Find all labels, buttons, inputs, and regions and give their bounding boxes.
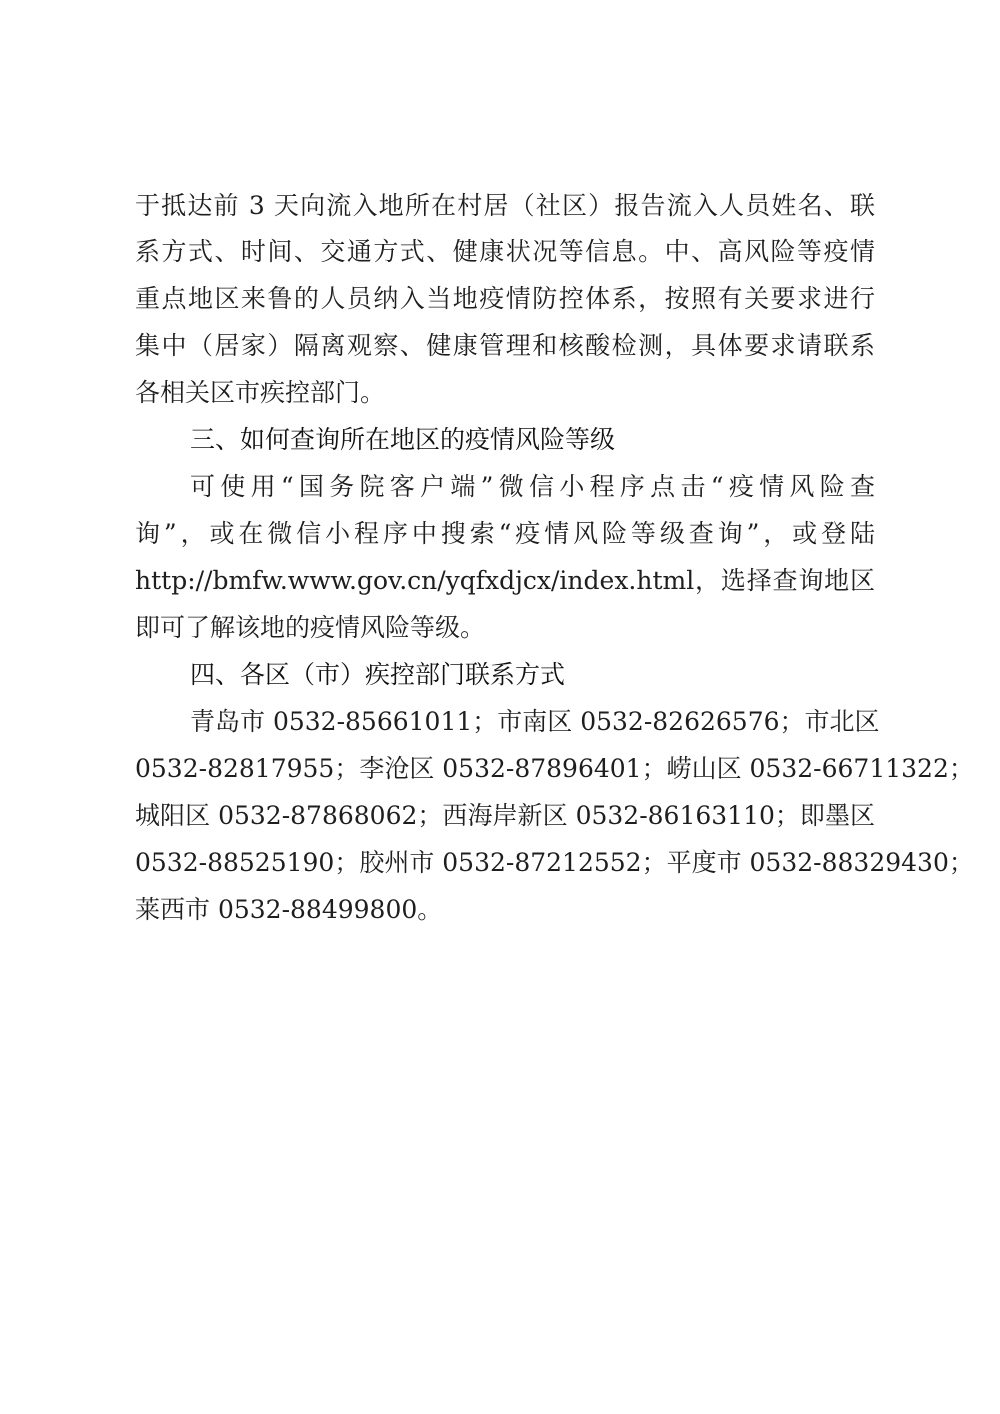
paragraph-line: 系方式、时间、交通方式、健康状况等信息。中、高风险等疫情: [135, 237, 875, 266]
section-heading-3: 三、如何查询所在地区的疫情风险等级: [190, 425, 616, 454]
section-heading-4: 四、各区（市）疾控部门联系方式: [190, 660, 566, 689]
paragraph-line: 即可了解该地的疫情风险等级。: [135, 613, 486, 642]
contact-line: 青岛市 0532-85661011；市南区 0532-82626576；市北区: [190, 707, 880, 736]
url-line: http://bmfw.www.gov.cn/yqfxdjcx/index.html，选择查询地区: [135, 566, 875, 595]
contact-line: 0532-82817955；李沧区 0532-87896401；崂山区 0532-66711322；: [135, 754, 974, 783]
paragraph-line: 于抵达前 3 天向流入地所在村居（社区）报告流入人员姓名、联: [135, 191, 875, 220]
paragraph-line: 询”，或在微信小程序中搜索“疫情风险等级查询”，或登陆: [135, 519, 875, 548]
contact-line: 莱西市 0532-88499800。: [135, 895, 443, 924]
paragraph-line: 各相关区市疾控部门。: [135, 378, 386, 407]
paragraph-line: 可使用“国务院客户端”微信小程序点击“疫情风险查: [190, 472, 875, 501]
contact-line: 城阳区 0532-87868062；西海岸新区 0532-86163110；即墨区: [135, 801, 875, 830]
paragraph-line: 集中（居家）隔离观察、健康管理和核酸检测，具体要求请联系: [135, 331, 875, 360]
paragraph-line: 重点地区来鲁的人员纳入当地疫情防控体系，按照有关要求进行: [135, 284, 875, 313]
contact-line: 0532-88525190；胶州市 0532-87212552；平度市 0532-88329430；: [135, 848, 974, 877]
